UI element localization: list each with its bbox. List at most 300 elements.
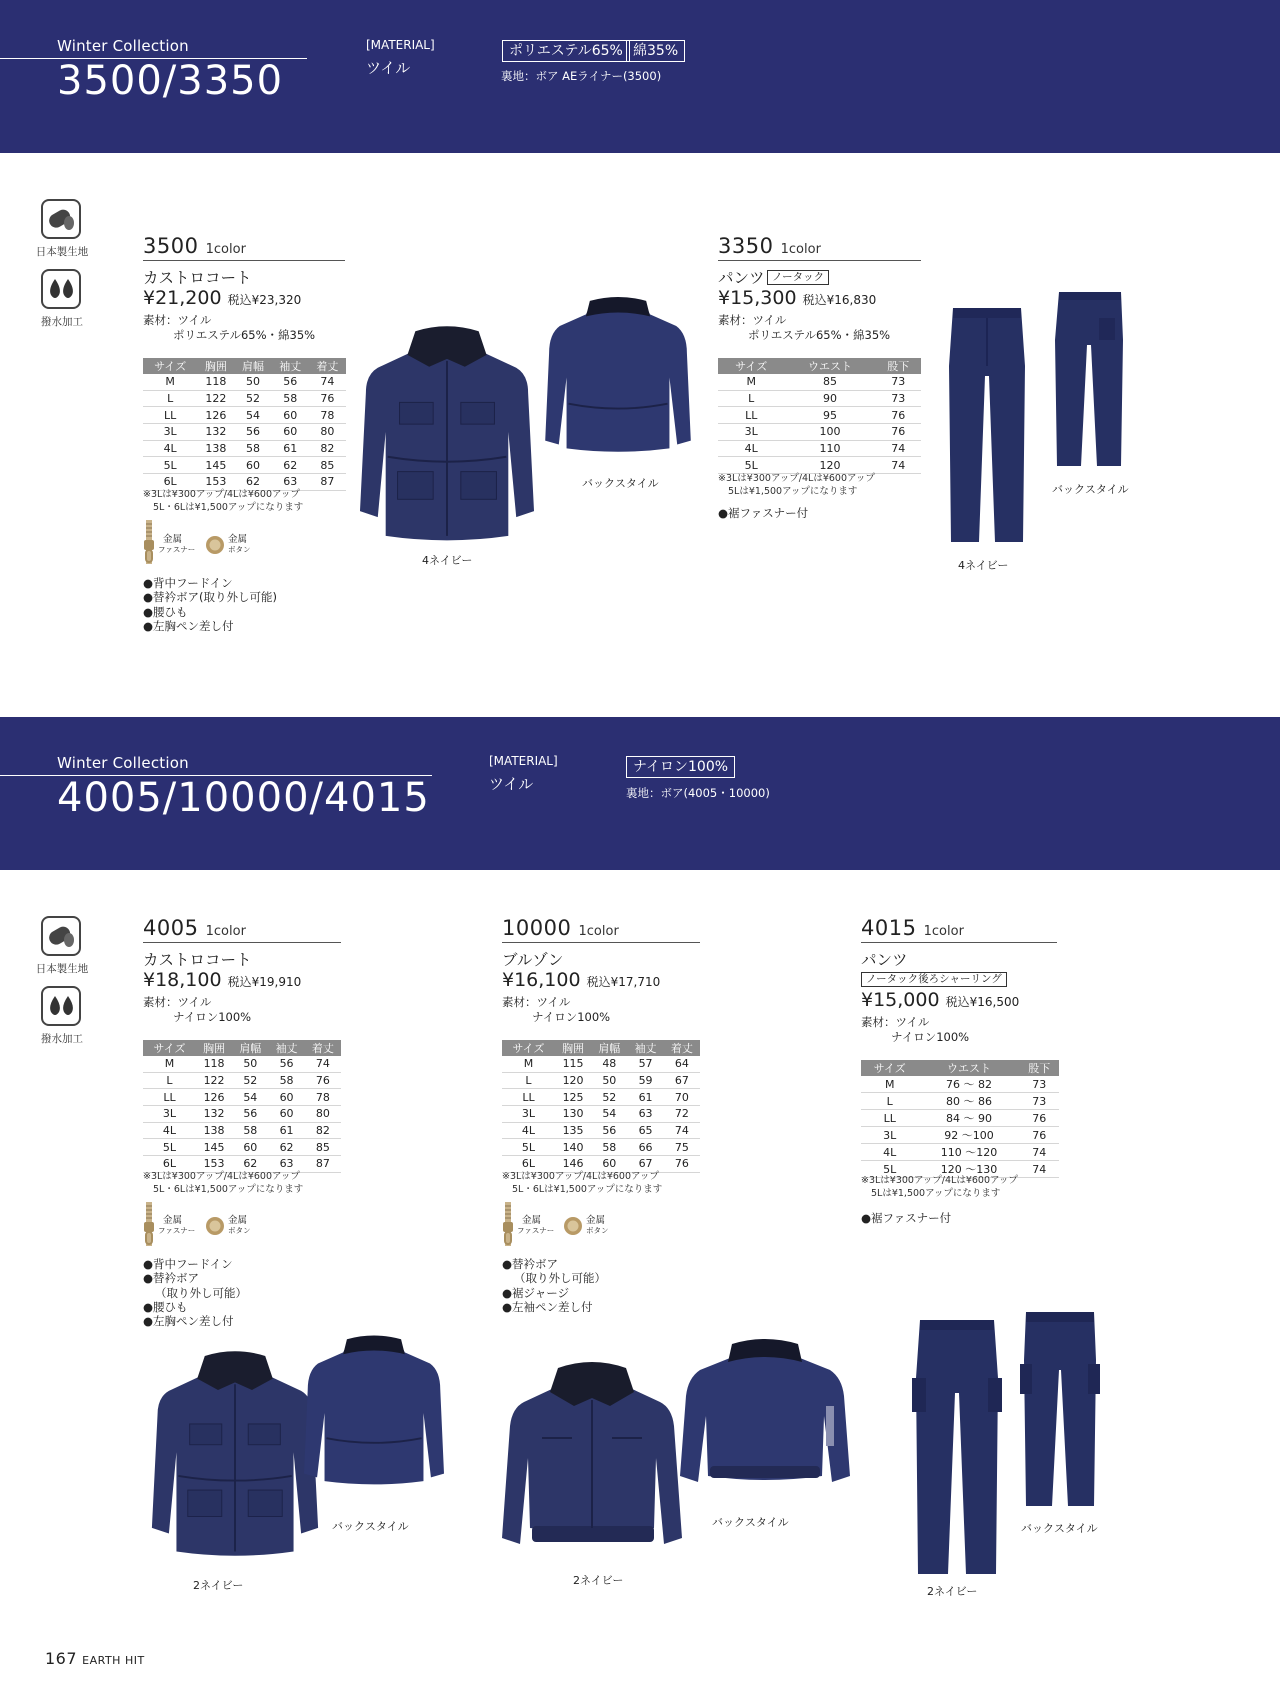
product-price [718, 287, 876, 309]
button-label-bottom: ボタン [228, 545, 251, 554]
size-table-cell: 52 [232, 1072, 268, 1089]
button-label-top: 金属 [228, 1215, 248, 1226]
size-table-cell: 5L [502, 1139, 555, 1156]
size-table-cell: 138 [197, 440, 234, 457]
size-table-header-cell: ウエスト [784, 358, 875, 374]
size-table-cell: 110 [784, 440, 875, 457]
size-table-cell: 50 [234, 374, 271, 390]
size-table-row [502, 1106, 700, 1123]
feature-item: ●裾ファスナー付 [861, 1211, 952, 1225]
size-table-header-cell: 肩幅 [591, 1040, 627, 1056]
size-table-cell: 75 [664, 1139, 700, 1156]
size-table-cell: 59 [627, 1072, 663, 1089]
note-line-1: ※3Lは¥300アップ/4Lは¥600アップ [718, 473, 875, 484]
size-table-row [143, 424, 346, 441]
size-table-cell: 60 [591, 1156, 627, 1173]
feature-item: （取り外し可能） [514, 1271, 606, 1286]
size-table-cell: 73 [1020, 1076, 1059, 1093]
size-table-cell: 74 [1020, 1161, 1059, 1178]
size-table-cell: 100 [784, 424, 875, 441]
color-caption: 4ネイビー [958, 559, 1009, 572]
size-table-row [502, 1139, 700, 1156]
price-tax: 税込¥16,500 [945, 995, 1020, 1009]
size-table-cell: 120 [555, 1072, 591, 1089]
product-name: パンツ [861, 951, 908, 969]
size-table-cell: 3L [718, 424, 784, 441]
fabric-chip-cotton: 綿35% [626, 40, 685, 62]
size-table-cell: 67 [664, 1072, 700, 1089]
size-table-header-cell: サイズ [861, 1060, 918, 1076]
size-table-cell: 52 [234, 390, 271, 407]
water-drops-icon [43, 271, 79, 307]
feature-list-3500 [143, 576, 277, 633]
size-table-header-cell: 股下 [1020, 1060, 1059, 1076]
size-table-cell: M [143, 1056, 196, 1072]
price-value: ¥18,100 [143, 969, 222, 991]
fabric-roll-icon [43, 201, 79, 237]
size-table-row [143, 374, 346, 390]
size-table-row [143, 457, 346, 474]
size-table-cell: 60 [234, 457, 271, 474]
size-table-row [143, 1072, 341, 1089]
size-table-cell: M [143, 374, 197, 390]
size-table-cell: 135 [555, 1122, 591, 1139]
note-line-2: 5Lは¥1,500アップになります [728, 486, 858, 497]
size-table-cell: 78 [309, 407, 346, 424]
water-repellent-badge [41, 986, 81, 1026]
coat-back-image [304, 1333, 444, 1493]
japan-fabric-badge [41, 916, 81, 956]
brand-name: EARTH HIT [82, 1654, 145, 1667]
size-table-cell: 58 [272, 390, 309, 407]
size-table-cell: 76 [875, 424, 921, 441]
size-table-row [861, 1076, 1059, 1093]
size-table-cell: 78 [305, 1089, 341, 1106]
feature-item: ●腰ひも [143, 604, 188, 619]
material-line-1: 素材：ツイル [718, 313, 787, 327]
size-table-3350 [718, 358, 921, 474]
size-table-header-cell: 胸囲 [555, 1040, 591, 1056]
back-style-caption: バックスタイル [582, 477, 659, 490]
size-table-cell: 80 [305, 1106, 341, 1123]
size-table-cell: 5L [861, 1161, 918, 1178]
fabric-chip-nylon: ナイロン100% [626, 756, 735, 778]
japan-fabric-label: 日本製生地 [35, 963, 89, 975]
material-info [502, 995, 610, 1025]
size-table-cell: 61 [627, 1089, 663, 1106]
size-table-row [718, 407, 921, 424]
feature-list-3350 [718, 506, 808, 520]
size-table-cell: LL [143, 1089, 196, 1106]
material-line-2: ナイロン100% [891, 1030, 970, 1044]
size-table-cell: LL [143, 407, 197, 424]
color-caption: 4ネイビー [422, 554, 473, 567]
size-table-cell: 118 [196, 1056, 232, 1072]
blouson-front-image [502, 1358, 682, 1558]
size-table-row [143, 1106, 341, 1123]
feature-item: ●左胸ペン差し付 [143, 618, 234, 633]
size-table-cell: 73 [875, 390, 921, 407]
note-line-1: ※3Lは¥300アップ/4Lは¥600アップ [502, 1171, 659, 1182]
size-table-cell: 4L [861, 1144, 918, 1161]
size-table-header-cell: 袖丈 [268, 1040, 304, 1056]
size-table-cell: 58 [268, 1072, 304, 1089]
metal-zipper-label [517, 1216, 554, 1236]
size-table-cell: LL [502, 1089, 555, 1106]
size-table-row [502, 1122, 700, 1139]
fabric-roll-icon [43, 918, 79, 954]
color-count: 1color [578, 924, 619, 939]
size-table-header-cell: 股下 [875, 358, 921, 374]
size-table-cell: 76 [1020, 1127, 1059, 1144]
button-label-top: 金属 [228, 534, 248, 545]
size-table-cell: 4L [143, 1122, 196, 1139]
size-table-cell: 62 [234, 474, 271, 491]
button-label-top: 金属 [586, 1215, 606, 1226]
size-table-cell: 62 [268, 1139, 304, 1156]
page-footer [45, 1649, 145, 1668]
size-table-3500 [143, 358, 346, 491]
size-table-cell: 85 [305, 1139, 341, 1156]
material-label: [MATERIAL] [366, 38, 435, 52]
product-name: パンツ [718, 269, 765, 287]
size-note [861, 1174, 1018, 1200]
pants-front-image [947, 306, 1027, 546]
size-table-cell: 95 [784, 407, 875, 424]
size-table-cell: 5L [718, 457, 784, 474]
size-table-row [143, 1122, 341, 1139]
size-table-cell: 4L [718, 440, 784, 457]
coat-front-image [150, 1348, 320, 1566]
price-tax: 税込¥17,710 [586, 975, 661, 989]
back-style-caption: バックスタイル [1052, 483, 1129, 496]
size-table-cell: 73 [875, 374, 921, 390]
size-table-cell: L [143, 1072, 196, 1089]
size-table-cell: 87 [305, 1156, 341, 1173]
size-table-cell: 60 [232, 1139, 268, 1156]
price-value: ¥16,100 [502, 969, 581, 991]
size-table-cell: 76 [309, 390, 346, 407]
size-table-cell: 3L [143, 1106, 196, 1123]
size-table-cell: 85 [784, 374, 875, 390]
no-tuck-shirring-tag: ノータック後ろシャーリング [861, 972, 1007, 987]
feature-item: ●替衿ボア [502, 1257, 559, 1271]
material-line-2: ナイロン100% [173, 1010, 252, 1024]
size-table-cell: 73 [1020, 1093, 1059, 1110]
size-table-header-cell: 肩幅 [232, 1040, 268, 1056]
material-info [143, 313, 315, 343]
size-table-header [143, 1040, 341, 1056]
size-table-cell: 60 [272, 407, 309, 424]
metal-button-label [228, 1216, 251, 1236]
zipper-label-bottom: ファスナー [517, 1226, 555, 1235]
cargo-pants-back-image [1020, 1310, 1100, 1510]
size-table-row [143, 390, 346, 407]
material-line-2: ポリエステル65%・綿35% [173, 328, 316, 342]
metal-button-icon [563, 1216, 583, 1236]
size-table-row [861, 1093, 1059, 1110]
size-note [502, 1170, 662, 1196]
zipper-icon [501, 1202, 515, 1246]
size-table-cell: 63 [627, 1106, 663, 1123]
cargo-pants-front-image [912, 1318, 1002, 1578]
size-table-cell: 4L [143, 440, 197, 457]
size-table-cell: 62 [272, 457, 309, 474]
size-table-cell: 153 [197, 474, 234, 491]
material-line-2: ナイロン100% [532, 1010, 611, 1024]
japan-fabric-badge [41, 199, 81, 239]
size-table-cell: 56 [232, 1106, 268, 1123]
note-line-2: 5L・6Lは¥1,500アップになります [153, 502, 304, 513]
coat-front-image [358, 322, 536, 552]
size-table-cell: 56 [234, 424, 271, 441]
material-info [861, 1015, 969, 1045]
size-table-cell: 5L [143, 457, 197, 474]
button-label-bottom: ボタン [586, 1226, 609, 1235]
material-line-1: 素材：ツイル [143, 313, 212, 327]
material-value: ツイル [489, 775, 534, 793]
product-rule [861, 942, 1057, 943]
size-table-cell: 120 [784, 457, 875, 474]
size-table-header-cell: 袖丈 [272, 358, 309, 374]
zipper-label-top: 金属 [163, 1215, 183, 1226]
note-line-2: 5L・6Lは¥1,500アップになります [153, 1184, 304, 1195]
size-table-cell: 56 [268, 1056, 304, 1072]
size-table-cell: 126 [196, 1089, 232, 1106]
product-code-3350 [718, 234, 821, 258]
size-table-cell: 76 [1020, 1110, 1059, 1127]
back-style-caption: バックスタイル [332, 1520, 409, 1533]
size-table-cell: LL [861, 1110, 918, 1127]
banner-subtitle: Winter Collection [57, 37, 189, 55]
size-table-row [861, 1144, 1059, 1161]
size-table-4015 [861, 1060, 1059, 1178]
size-table-cell: 74 [664, 1122, 700, 1139]
size-table-cell: 60 [268, 1106, 304, 1123]
size-table-cell: 56 [272, 374, 309, 390]
product-rule [143, 942, 341, 943]
size-table-4005 [143, 1040, 341, 1173]
size-table-header-cell: 袖丈 [627, 1040, 663, 1056]
size-table-cell: 130 [555, 1106, 591, 1123]
color-count: 1color [780, 242, 821, 257]
pants-back-image [1055, 290, 1125, 470]
size-table-row [502, 1072, 700, 1089]
size-table-cell: 110 ～120 [918, 1144, 1019, 1161]
size-table-cell: 146 [555, 1156, 591, 1173]
product-rule [718, 260, 921, 261]
size-table-cell: 138 [196, 1122, 232, 1139]
note-line-1: ※3Lは¥300アップ/4Lは¥600アップ [861, 1175, 1018, 1186]
price-tax: 税込¥19,910 [227, 975, 302, 989]
size-table-cell: 3L [143, 424, 197, 441]
material-info [143, 995, 251, 1025]
size-table-cell: 4L [502, 1122, 555, 1139]
size-table-header-cell: 胸囲 [197, 358, 234, 374]
note-line-2: 5Lは¥1,500アップになります [871, 1188, 1001, 1199]
size-table-cell: 50 [232, 1056, 268, 1072]
size-table-cell: 74 [305, 1056, 341, 1072]
product-rule [143, 260, 345, 261]
metal-button-icon [205, 1216, 225, 1236]
product-price [143, 287, 301, 309]
size-table-cell: 64 [664, 1056, 700, 1072]
size-table-cell: 74 [875, 457, 921, 474]
product-price [502, 969, 660, 991]
size-table-cell: 92 ～100 [918, 1127, 1019, 1144]
size-table-cell: 74 [875, 440, 921, 457]
size-table-cell: 60 [272, 424, 309, 441]
size-table-header-cell: 着丈 [309, 358, 346, 374]
size-table-row [143, 1089, 341, 1106]
size-table-header-cell: ウエスト [918, 1060, 1019, 1076]
size-table-header [718, 358, 921, 374]
size-table-cell: 66 [627, 1139, 663, 1156]
product-price [861, 989, 1019, 1011]
water-repellent-label: 撥水加工 [41, 1033, 83, 1045]
button-label-bottom: ボタン [228, 1226, 251, 1235]
size-note [143, 1170, 303, 1196]
feature-list-4015 [861, 1211, 951, 1225]
size-table-cell: 6L [502, 1156, 555, 1173]
material-value: ツイル [366, 59, 411, 77]
color-caption: 2ネイビー [927, 1585, 978, 1598]
product-code-4015 [861, 916, 964, 940]
size-table-header [143, 358, 346, 374]
feature-item: ●背中フードイン [143, 1257, 233, 1271]
size-table-cell: 61 [272, 440, 309, 457]
zipper-icon [142, 520, 156, 564]
size-table-cell: 67 [627, 1156, 663, 1173]
size-table-row [718, 440, 921, 457]
size-table-cell: 82 [305, 1122, 341, 1139]
note-line-1: ※3Lは¥300アップ/4Lは¥600アップ [143, 1171, 300, 1182]
feature-list-4005 [143, 1257, 247, 1328]
feature-item: ●替衿ボア [143, 1271, 200, 1286]
product-name: カストロコート [143, 269, 252, 287]
size-table-cell: 120 ～130 [918, 1161, 1019, 1178]
size-table-cell: 122 [197, 390, 234, 407]
size-table-cell: 3L [502, 1106, 555, 1123]
size-table-row [502, 1089, 700, 1106]
back-style-caption: バックスタイル [712, 1516, 789, 1529]
size-table-row [861, 1110, 1059, 1127]
size-table-cell: 145 [196, 1139, 232, 1156]
material-line-1: 素材：ツイル [143, 995, 212, 1009]
size-note [143, 488, 303, 514]
back-style-caption: バックスタイル [1021, 1522, 1098, 1535]
metal-button-icon [205, 535, 225, 555]
size-table-cell: 58 [232, 1122, 268, 1139]
size-table-cell: 57 [627, 1056, 663, 1072]
color-caption: 2ネイビー [193, 1579, 244, 1592]
size-table-cell: 63 [272, 474, 309, 491]
price-tax: 税込¥23,320 [227, 293, 302, 307]
size-note [718, 472, 875, 498]
zipper-label-top: 金属 [163, 534, 183, 545]
size-table-cell: 58 [234, 440, 271, 457]
size-table-cell: 76 [875, 407, 921, 424]
material-line-1: 素材：ツイル [861, 1015, 930, 1029]
code-number: 4015 [861, 916, 917, 940]
product-name: ブルゾン [502, 951, 564, 969]
metal-zipper-label [158, 1216, 195, 1236]
size-table-header-cell: 着丈 [664, 1040, 700, 1056]
size-table-cell: 126 [197, 407, 234, 424]
size-table-cell: 3L [861, 1127, 918, 1144]
size-table-cell: M [718, 374, 784, 390]
feature-item: ●背中フードイン [143, 576, 233, 590]
size-table-cell: 76 [664, 1156, 700, 1173]
color-count: 1color [205, 242, 246, 257]
size-table-cell: 61 [268, 1122, 304, 1139]
size-table-cell: L [502, 1072, 555, 1089]
code-number: 3500 [143, 234, 199, 258]
banner-models: 3500/3350 [57, 58, 284, 104]
size-table-cell: 48 [591, 1056, 627, 1072]
size-table-cell: 65 [627, 1122, 663, 1139]
size-table-header [861, 1060, 1059, 1076]
product-price [143, 969, 301, 991]
banner-subtitle: Winter Collection [57, 754, 189, 772]
page-number: 167 [45, 1649, 78, 1668]
size-table-header-cell: サイズ [143, 1040, 196, 1056]
size-table-cell: 54 [234, 407, 271, 424]
size-table-cell: 140 [555, 1139, 591, 1156]
size-table-row [143, 1139, 341, 1156]
size-table-row [143, 407, 346, 424]
size-table-cell: 63 [268, 1156, 304, 1173]
zipper-label-bottom: ファスナー [158, 1226, 196, 1235]
banner-models: 4005/10000/4015 [57, 775, 430, 821]
size-table-header-cell: 肩幅 [234, 358, 271, 374]
size-table-cell: LL [718, 407, 784, 424]
feature-item: ●左袖ペン差し付 [502, 1299, 593, 1314]
price-value: ¥21,200 [143, 287, 222, 309]
price-tax: 税込¥16,830 [802, 293, 877, 307]
zipper-label-bottom: ファスナー [158, 545, 196, 554]
material-info [718, 313, 890, 343]
size-table-cell: 74 [309, 374, 346, 390]
size-table-cell: 115 [555, 1056, 591, 1072]
feature-item: （取り外し可能） [155, 1285, 247, 1300]
feature-list-10000 [502, 1257, 606, 1314]
size-table-cell: 84 ～ 90 [918, 1110, 1019, 1127]
size-table-cell: 82 [309, 440, 346, 457]
material-line-1: 素材：ツイル [502, 995, 571, 1009]
size-table-cell: 90 [784, 390, 875, 407]
size-table-header-cell: 着丈 [305, 1040, 341, 1056]
metal-zipper-label [158, 535, 195, 555]
color-count: 1color [923, 924, 964, 939]
size-table-header [502, 1040, 700, 1056]
size-table-cell: 60 [268, 1089, 304, 1106]
size-table-row [143, 1056, 341, 1072]
size-table-cell: 6L [143, 474, 197, 491]
size-table-cell: 153 [196, 1156, 232, 1173]
color-count: 1color [205, 924, 246, 939]
lining-text: 裏地：ボア(4005・10000) [626, 786, 770, 800]
size-table-cell: L [143, 390, 197, 407]
size-table-cell: 52 [591, 1089, 627, 1106]
note-line-2: 5L・6Lは¥1,500アップになります [512, 1184, 663, 1195]
feature-item: ●腰ひも [143, 1299, 188, 1314]
blouson-back-image [680, 1336, 850, 1496]
size-table-row [143, 440, 346, 457]
fabric-chip-polyester: ポリエステル65% [502, 40, 630, 62]
product-rule [502, 942, 700, 943]
feature-item: ●裾ファスナー付 [718, 506, 809, 520]
